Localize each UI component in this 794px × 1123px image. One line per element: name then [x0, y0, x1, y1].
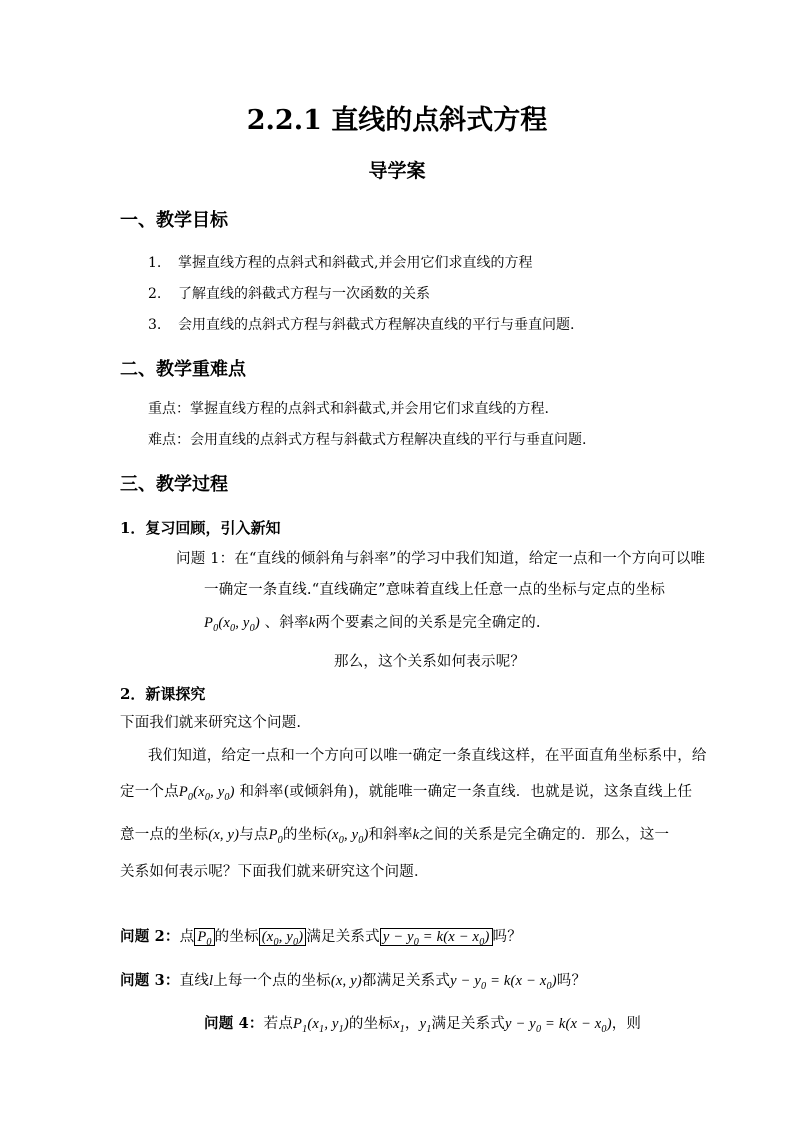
- objective-text: 掌握直线方程的点斜式和斜截式,并会用它们求直线的方程: [178, 255, 533, 271]
- paragraph-line-4: 关系如何表示呢？下面我们就来研究这个问题．: [120, 864, 429, 880]
- paragraph-line-3: 意一点的坐标(x, y)与点$P_0$的坐标($x_0$, $y_0$)和斜率k之间的关系是完全确定的．那么，这一: [120, 827, 670, 846]
- subsection-heading-review: 1．复习回顾，引入新知: [120, 519, 281, 537]
- page-subtitle: 导学案: [368, 160, 426, 182]
- objective-number: 2.: [148, 286, 162, 302]
- question-1-line-3: $P_0(x_0$, $y_0$) 、斜率k两个要素之间的关系是完全确定的.: [204, 615, 541, 634]
- objective-text: 会用直线的点斜式方程与斜截式方程解决直线的平行与垂直问题.: [178, 317, 575, 333]
- difficult-point: 难点：会用直线的点斜式方程与斜截式方程解决直线的平行与垂直问题.: [148, 432, 587, 448]
- subsection-heading-explore: 2．新课探究: [120, 685, 206, 703]
- boxed-point: $P_0$: [194, 928, 214, 946]
- question-1-line-2: 一确定一条直线.“直线确定”意味着直线上任意一点的坐标与定点的坐标: [204, 582, 666, 598]
- page-title: 2.2.1 直线的点斜式方程: [246, 105, 548, 136]
- question-3: 问题 3：直线l上每一个点的坐标(x, y)都满足关系式$y - y_0 = k(x - x_0)$吗？: [120, 972, 587, 992]
- explore-intro: 下面我们就来研究这个问题.: [120, 715, 302, 731]
- objective-item: [148, 283, 430, 303]
- objective-item: [148, 252, 532, 272]
- paragraph-line-2: 定一个点$P_0(x_0$, $y_0$) 和斜率(或倾斜角)，就能唯一确定一条直线．也就是说，这条直线上任: [120, 784, 693, 803]
- boxed-equation: $y - y_0 = k(x - x_0)$: [380, 928, 493, 946]
- question-4: 问题 4：若点$P_1(x_1$, $y_1$)的坐标$x_1$，$y_1$满足关系式$y - y_0 = k(x - x_0)$，则: [204, 1015, 642, 1035]
- objective-number: 3.: [148, 317, 162, 333]
- section-heading-process: 三、教学过程: [120, 474, 228, 495]
- objective-item: [148, 314, 574, 334]
- boxed-coordinates: ($x_0$, $y_0$): [259, 928, 307, 946]
- question-2: 问题 2：点 $P_0$ 的坐标 ($x_0$, $y_0$) 满足关系式 $y - y_0 = k(x - x_0)$ 吗？: [120, 928, 522, 948]
- objective-text: 了解直线的斜截式方程与一次函数的关系: [178, 286, 430, 302]
- question-1-conclusion: 那么，这个关系如何表示呢？: [334, 654, 526, 670]
- paragraph-line-1: 我们知道，给定一点和一个方向可以唯一确定一条直线这样，在平面直角坐标系中，给: [148, 748, 707, 764]
- section-heading-objectives: 一、教学目标: [120, 210, 228, 231]
- key-point: 重点：掌握直线方程的点斜式和斜截式,并会用它们求直线的方程.: [148, 401, 549, 417]
- objective-number: 1.: [148, 255, 162, 271]
- section-heading-key-points: 二、教学重难点: [120, 359, 246, 380]
- question-1-line-1: 问题 1：在“直线的倾斜角与斜率”的学习中我们知道，给定一点和一个方向可以唯: [176, 551, 706, 567]
